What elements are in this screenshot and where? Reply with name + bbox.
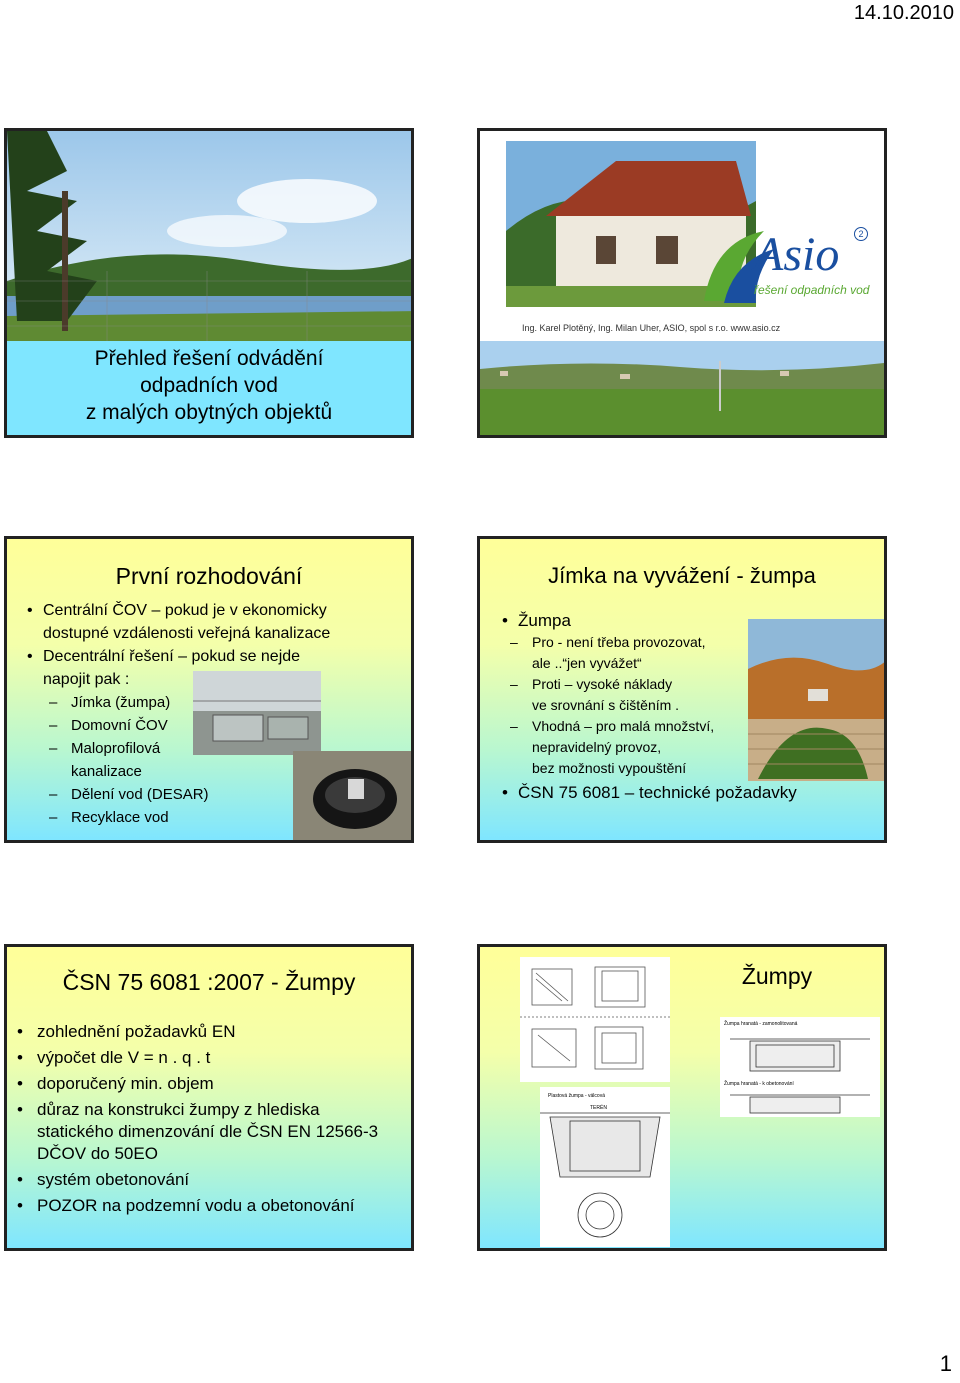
plastic-tank-photo [293, 751, 413, 843]
list-item: • důraz na konstrukci žumpy z hlediska statického dimenzování dle ČSN EN 12566-3 DČOV do 50EO [17, 1099, 412, 1165]
treatment-plant-photo [193, 671, 321, 755]
slide-1-title: Přehled řešení odvádění odpadních vod z malých obytných objektů [85, 347, 333, 424]
list-item: • výpočet dle V = n . q . t [17, 1047, 412, 1069]
slide-5-title: ČSN 75 6081 :2007 - Žumpy [62, 969, 356, 995]
lake-landscape-photo [7, 131, 414, 341]
field-panorama-photo [480, 341, 884, 435]
slide-2 [477, 128, 887, 438]
slide-3-title: První rozhodování [115, 563, 303, 589]
list-item: • ČSN 75 6081 – technické požadavky [502, 781, 882, 804]
drawing-label: Plastová žumpa - válcová [548, 1093, 605, 1099]
slide-4 [477, 536, 887, 843]
list-item: – Proti – vysoké náklady ve srovnání s čištěním . [502, 674, 792, 716]
page-number: 1 [939, 1351, 952, 1376]
list-item: – Maloprofilová kanalizace [41, 737, 241, 783]
slide-3 [4, 536, 414, 843]
list-item: – Jímka (žumpa) [41, 691, 241, 714]
list-item: • zohlednění požadavků EN [17, 1021, 412, 1043]
list-item: • Decentrální řešení – pokud se nejde napojit pak : [27, 645, 407, 691]
slide-6-title: Žumpy [741, 963, 813, 989]
slide-4-title: Jímka na vyvážení - žumpa [548, 563, 816, 588]
drawing-monolithic-pit [720, 1017, 880, 1117]
slide-1 [4, 128, 414, 438]
list-item: • Centrální ČOV – pokud je v ekonomicky dostupné vzdálenosti veřejná kanalizace [27, 599, 407, 645]
slide-5 [4, 944, 414, 1251]
slide-5-bullets [17, 1021, 412, 1217]
list-item: – Dělení vod (DESAR) [41, 783, 241, 806]
terrain-label: TERÉN [590, 1105, 607, 1111]
slide-4-bullet-zumpa [502, 609, 762, 632]
list-item: • systém obetonování [17, 1169, 412, 1191]
list-item: • POZOR na podzemní vodu a obetonování [17, 1195, 412, 1217]
asio-logo-number: 2 [854, 227, 868, 241]
drawing-septic-sections [520, 957, 670, 1082]
slide-6 [477, 944, 887, 1251]
slide-2-caption: Ing. Karel Plotěný, Ing. Milan Uher, ASIO, spol s r.o. www.asio.cz [522, 323, 781, 333]
drawing-label: Žumpa hranatá - zamonolitovaná [724, 1021, 798, 1027]
asio-logo-subtitle: řešení odpadních vod [754, 283, 870, 297]
list-item: • Žumpa [502, 609, 762, 632]
list-item: – Recyklace vod [41, 806, 241, 829]
sewage-pit-photo [748, 619, 887, 781]
drawing-label: Žumpa hranatá - k obetonování [724, 1081, 794, 1087]
drawing-plastic-cylinder-pit [540, 1087, 670, 1247]
asio-logo [694, 221, 884, 311]
list-item: – Pro - není třeba provozovat, ale ..“jen vyvážet“ [502, 632, 792, 674]
date-stamp: 14.10.2010 [853, 2, 954, 24]
slide-4-bullet-csn [502, 781, 882, 804]
list-item: – Vhodná – pro malá množství, nepravidelný provoz, bez možnosti vypouštění [502, 716, 792, 779]
list-item: • doporučený min. objem [17, 1073, 412, 1095]
list-item: – Domovní ČOV [41, 714, 241, 737]
asio-logo-text: Asio [754, 228, 840, 281]
